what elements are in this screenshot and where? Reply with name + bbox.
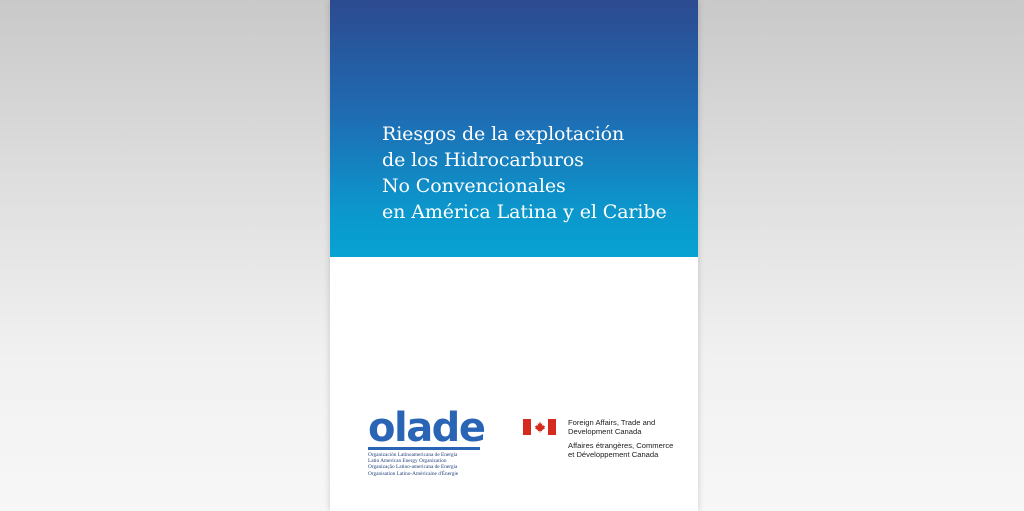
cover-title-line: en América Latina y el Caribe [382,201,667,223]
canada-english-line: Foreign Affairs, Trade and [568,418,656,427]
olade-subtitle-line: Organização Latino-americana de Energia [368,464,458,471]
canada-english-line: Development Canada [568,427,642,436]
olade-subtitle-line: Latin American Energy Organization [368,458,447,465]
canada-french-line: Affaires étrangères, Commerce [568,441,674,450]
olade-subtitle-line: Organización Latinoamericana de Energía [368,452,458,458]
cover-title [382,121,682,225]
cover-title-line: Riesgos de la explotación [382,123,625,145]
olade-logo-block [368,408,488,477]
report-cover [330,0,698,511]
maple-leaf-icon [534,421,546,433]
canadian-flag-icon [523,419,556,435]
cover-title-band [330,0,698,257]
canada-department-name [568,418,673,459]
cover-title-line: de los Hidrocarburos [382,149,584,171]
olade-logo-rule [368,447,480,450]
olade-subtitle-line: Organisation Latino-Américaine d'Énergie [368,470,459,477]
canada-french-line: et Développement Canada [568,450,659,459]
cover-title-line: No Convencionales [382,175,566,197]
olade-logo: olade [368,408,485,446]
